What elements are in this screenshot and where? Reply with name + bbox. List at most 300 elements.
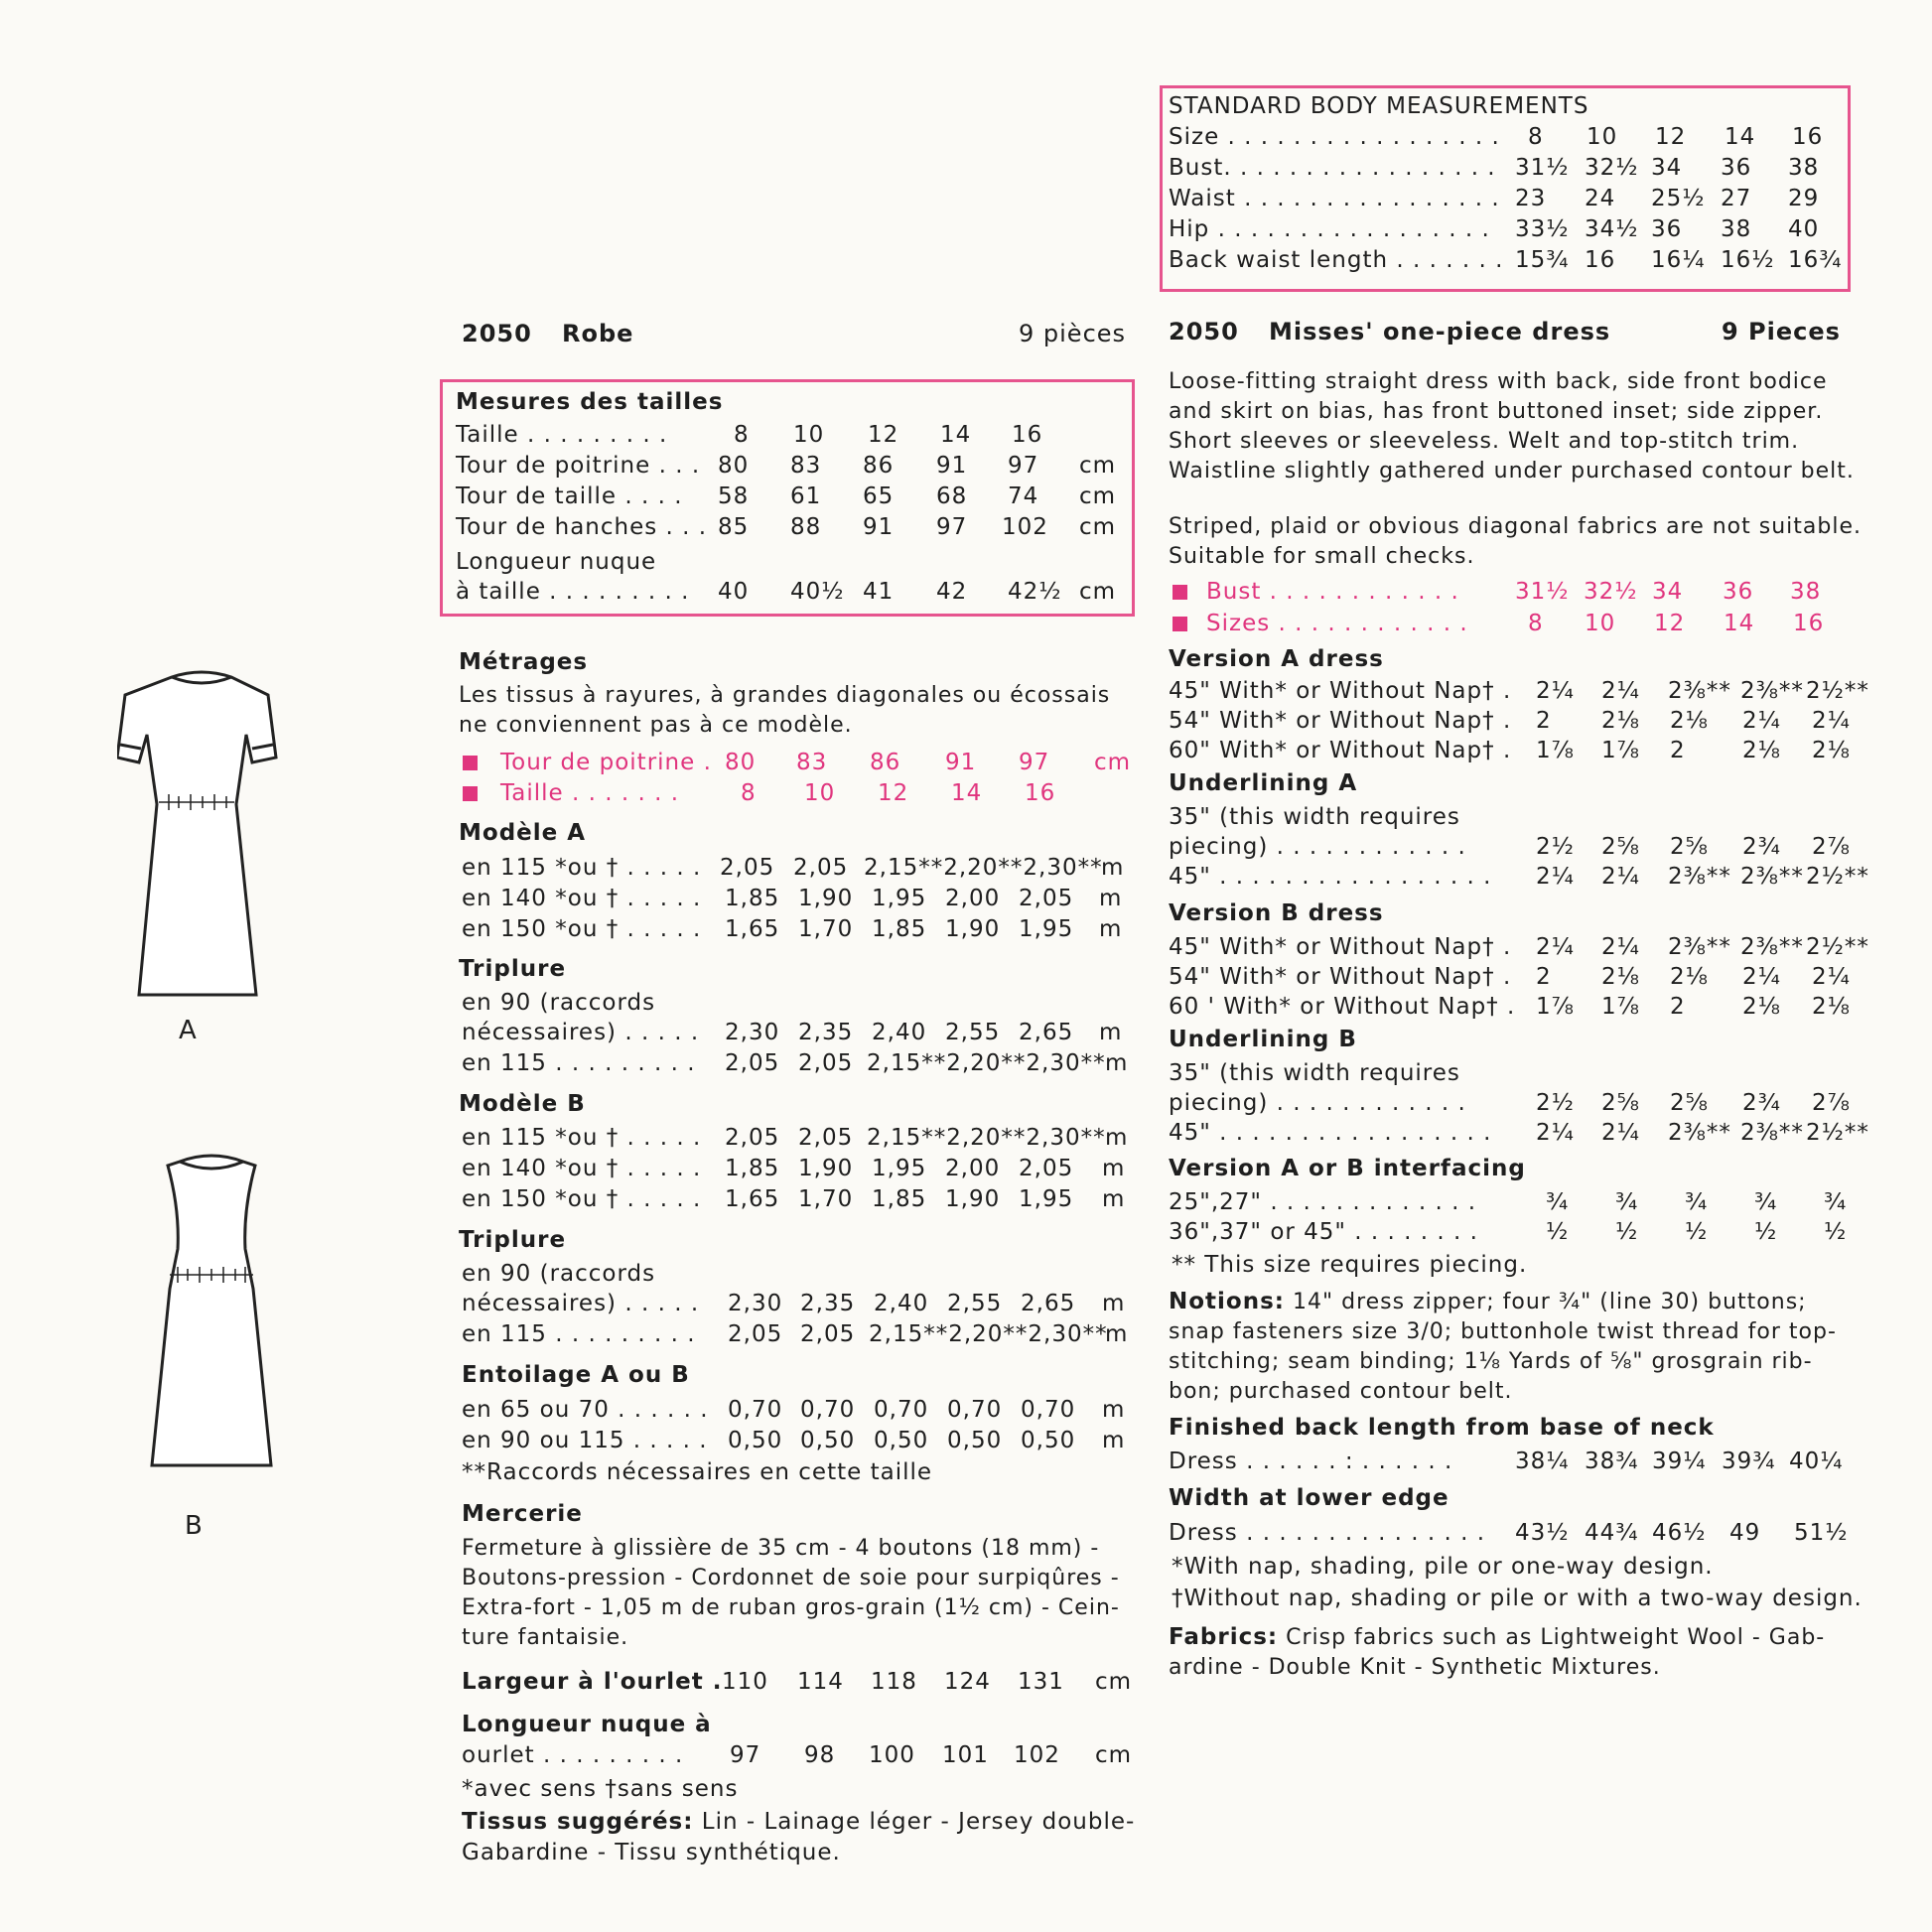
- row-value: 2,65: [1021, 1291, 1076, 1316]
- row-label: Taille . . . . . . . . .: [456, 422, 668, 448]
- row-label: en 150 *ou † . . . . .: [462, 1186, 702, 1212]
- row-value: 2,35: [800, 1291, 856, 1316]
- row-value: 2⅛: [1812, 994, 1851, 1020]
- std-value: 8: [1528, 124, 1544, 150]
- en-notions-label: Notions:: [1169, 1289, 1285, 1314]
- row-unit: cm: [1079, 483, 1117, 509]
- fr-mercerie-heading: Mercerie: [462, 1501, 583, 1527]
- row-value: 2,05: [1019, 886, 1074, 911]
- row-value: 0,50: [874, 1428, 929, 1453]
- row-value: 65: [863, 483, 895, 509]
- row-value: 1,90: [945, 1186, 1001, 1212]
- row-label: en 115 *ou † . . . . .: [462, 855, 702, 881]
- row-label: en 115 *ou † . . . . .: [462, 1125, 702, 1151]
- row-label: Taille . . . . . . .: [500, 780, 680, 806]
- row-value: 0,50: [1021, 1428, 1076, 1453]
- fr-metrages-heading: Métrages: [459, 649, 589, 675]
- row-value: 2,15**2,20**2,30**: [864, 855, 1103, 881]
- std-value: 27: [1721, 186, 1752, 211]
- row-value: 86: [863, 453, 895, 479]
- std-value: 15¾: [1515, 247, 1570, 273]
- row-value: 0,50: [800, 1428, 856, 1453]
- row-value: 91: [945, 750, 977, 775]
- en-version-b-heading: Version B dress: [1169, 900, 1384, 926]
- row-label: Dress . . . . . . : . . . . . .: [1169, 1449, 1453, 1474]
- row-value: 2⅝: [1601, 1090, 1640, 1116]
- row-value: 2: [1536, 708, 1552, 734]
- row-value: 16: [1025, 780, 1056, 806]
- row-value: 0,50: [947, 1428, 1003, 1453]
- row-value: 97: [1019, 750, 1050, 775]
- row-value: 1,65: [725, 1186, 780, 1212]
- row-label: 45" With* or Without Nap† .: [1169, 934, 1512, 960]
- row-value: 2½**: [1806, 1120, 1869, 1146]
- row-value: 1,65: [725, 916, 780, 942]
- row-value: 1⅞: [1601, 738, 1640, 763]
- std-value: 40: [1788, 216, 1820, 242]
- en-finished-heading: Finished back length from base of neck: [1169, 1415, 1715, 1441]
- row-value: 2⅜**: [1740, 864, 1804, 890]
- text-line: ture fantaisie.: [462, 1625, 629, 1650]
- row-value: 1,95: [1019, 1186, 1074, 1212]
- row-value: 86: [870, 750, 901, 775]
- row-value: 2,30: [728, 1291, 783, 1316]
- row-value: 2⅝: [1670, 834, 1709, 860]
- en-version-a-heading: Version A dress: [1169, 646, 1384, 672]
- std-value: 12: [1655, 124, 1687, 150]
- fr-raccords-note: **Raccords nécessaires en cette taille: [462, 1459, 933, 1485]
- row-label: piecing) . . . . . . . . . . . .: [1169, 834, 1466, 860]
- row-value: 40¼: [1789, 1449, 1844, 1474]
- row-value: 36: [1723, 579, 1754, 605]
- row-label: 54" With* or Without Nap† .: [1169, 708, 1512, 734]
- row-value: 98: [804, 1742, 836, 1768]
- row-unit: m: [1102, 1428, 1126, 1453]
- row-value: 8: [741, 780, 757, 806]
- row-value: 14: [951, 780, 983, 806]
- row-value: 1,90: [945, 916, 1001, 942]
- row-value: 2¼: [1536, 678, 1575, 704]
- text-line: Les tissus à rayures, à grandes diagonales ou écossais: [459, 683, 1111, 708]
- text-line: ne conviennent pas à ce modèle.: [459, 713, 853, 738]
- row-value: 2,15**2,20**2,30**: [867, 1125, 1106, 1151]
- fr-metrages-text: [459, 681, 1110, 741]
- fr-modele-b-heading: Modèle B: [459, 1091, 586, 1117]
- row-label: en 65 ou 70 . . . . . .: [462, 1397, 709, 1423]
- row-unit: m: [1105, 1050, 1129, 1076]
- row-value: 83: [796, 750, 828, 775]
- row-value: 2¾: [1742, 1090, 1781, 1116]
- row-value: 2⅛: [1670, 964, 1709, 990]
- row-value: ¾: [1824, 1189, 1848, 1215]
- dress-a-illustration: [117, 665, 286, 1003]
- row-value: 2,05: [800, 1321, 856, 1347]
- fr-entoilage-heading: Entoilage A ou B: [462, 1362, 690, 1388]
- row-label: 36",37" or 45" . . . . . . . .: [1169, 1219, 1478, 1245]
- row-value: ½: [1615, 1219, 1639, 1245]
- text-line: and skirt on bias, has front buttoned inset; side zipper.: [1169, 399, 1824, 424]
- fr-mercerie-text: [462, 1534, 1120, 1653]
- row-label: Tour de poitrine . . .: [456, 453, 701, 479]
- en-suitability: [1169, 512, 1862, 572]
- std-label: Hip . . . . . . . . . . . . . . . . .: [1169, 216, 1490, 242]
- row-value: 0,70: [947, 1397, 1003, 1423]
- row-value: 2½: [1536, 1090, 1575, 1116]
- row-label: Dress . . . . . . . . . . . . . . .: [1169, 1520, 1486, 1546]
- row-unit: cm: [1094, 750, 1132, 775]
- row-value: ½: [1685, 1219, 1709, 1245]
- row-value: 110: [722, 1669, 768, 1695]
- row-label: en 140 *ou † . . . . .: [462, 886, 702, 911]
- row-value: 131: [1018, 1669, 1064, 1695]
- row-unit: cm: [1079, 579, 1117, 605]
- row-value: 2⅝: [1601, 834, 1640, 860]
- row-value: 2¼: [1812, 964, 1851, 990]
- row-label: en 140 *ou † . . . . .: [462, 1156, 702, 1181]
- row-value: 2,05: [725, 1050, 780, 1076]
- row-label: en 115 . . . . . . . . .: [462, 1321, 696, 1347]
- fr-pattern-title: Robe: [562, 320, 634, 347]
- row-value: 42: [936, 579, 968, 605]
- row-label: 25",27" . . . . . . . . . . . . .: [1169, 1189, 1477, 1215]
- std-value: 38: [1721, 216, 1752, 242]
- std-value: 16¼: [1651, 247, 1706, 273]
- row-label: en 150 *ou † . . . . .: [462, 916, 702, 942]
- row-label: nécessaires) . . . . .: [462, 1291, 700, 1316]
- fr-tissus-text-2: Gabardine - Tissu synthétique.: [462, 1840, 841, 1865]
- text-line: stitching; seam binding; 1⅛ Yards of ⅝" grosgrain rib-: [1169, 1349, 1813, 1374]
- row-value: 2⅜**: [1740, 1120, 1804, 1146]
- row-value: 58: [718, 483, 750, 509]
- row-value: 2⅛: [1742, 738, 1781, 763]
- std-value: 31½: [1515, 155, 1570, 181]
- en-underlining-b-heading: Underlining B: [1169, 1027, 1357, 1052]
- std-value: 10: [1587, 124, 1618, 150]
- row-value: 1,85: [725, 1156, 780, 1181]
- en-fabrics: [1169, 1622, 1825, 1683]
- row-value: 2,05: [720, 855, 775, 881]
- row-value: 8: [734, 422, 750, 448]
- row-value: 2,30: [725, 1020, 780, 1045]
- row-value: 38¼: [1515, 1449, 1570, 1474]
- dress-a-label: A: [179, 1016, 198, 1045]
- row-value: 1,95: [872, 1156, 927, 1181]
- row-value: 40½: [790, 579, 845, 605]
- row-value: ¾: [1546, 1189, 1570, 1215]
- fr-pattern-number: 2050: [462, 320, 532, 347]
- row-value: 38: [1790, 579, 1822, 605]
- std-value: 16½: [1721, 247, 1775, 273]
- row-label: 45" . . . . . . . . . . . . . . . . .: [1169, 864, 1492, 890]
- row-value: 118: [871, 1669, 917, 1695]
- fr-mes-long-label: Longueur nuque: [456, 549, 657, 575]
- row-value: 2⅜**: [1668, 864, 1731, 890]
- row-value: 0,50: [728, 1428, 783, 1453]
- row-value: 39¾: [1722, 1449, 1776, 1474]
- row-value: 2,40: [874, 1291, 929, 1316]
- fr-triplure-a-heading: Triplure: [459, 956, 567, 982]
- row-value: 2⅜**: [1668, 934, 1731, 960]
- std-value: 36: [1721, 155, 1752, 181]
- fr-triplure-b-heading: Triplure: [459, 1227, 567, 1253]
- text-line: Fermeture à glissière de 35 cm - 4 boutons (18 mm) -: [462, 1536, 1100, 1561]
- row-value: 91: [936, 453, 968, 479]
- text-line: Loose-fitting straight dress with back, side front bodice: [1169, 369, 1828, 394]
- row-value: 14: [940, 422, 972, 448]
- row-value: 80: [718, 453, 750, 479]
- row-unit: cm: [1079, 514, 1117, 540]
- fr-tissus-text: Lin - Lainage léger - Jersey double-: [693, 1809, 1136, 1835]
- row-value: 49: [1729, 1520, 1761, 1546]
- std-value: 34: [1651, 155, 1683, 181]
- std-value: 16¾: [1788, 247, 1843, 273]
- row-unit: cm: [1095, 1669, 1133, 1695]
- row-value: 100: [869, 1742, 915, 1768]
- fr-triplure-b-line: en 90 (raccords: [462, 1261, 656, 1287]
- row-value: 32½: [1584, 579, 1638, 605]
- row-value: 1,90: [798, 1156, 854, 1181]
- row-value: 8: [1528, 611, 1544, 636]
- fr-measurements-title: Mesures des tailles: [456, 389, 724, 415]
- row-value: 2⅛: [1670, 708, 1709, 734]
- fr-triplure-a-line: en 90 (raccords: [462, 990, 656, 1016]
- en-pattern-title: Misses' one-piece dress: [1269, 318, 1611, 345]
- row-value: 16: [1793, 611, 1825, 636]
- row-value: 42½: [1008, 579, 1062, 605]
- row-value: 0,70: [728, 1397, 783, 1423]
- row-unit: cm: [1079, 453, 1117, 479]
- row-value: 1,85: [872, 1186, 927, 1212]
- row-value: 2½: [1536, 834, 1575, 860]
- row-value: 2: [1670, 994, 1686, 1020]
- row-value: 2⅜**: [1740, 678, 1804, 704]
- en-notions: [1169, 1287, 1837, 1407]
- row-value: 2¼: [1536, 1120, 1575, 1146]
- row-label: 60 ' With* or Without Nap† .: [1169, 994, 1516, 1020]
- row-value: 124: [944, 1669, 991, 1695]
- row-value: 44¾: [1585, 1520, 1639, 1546]
- row-value: 2⅜**: [1668, 1120, 1731, 1146]
- row-unit: m: [1102, 1397, 1126, 1423]
- en-width-heading: Width at lower edge: [1169, 1485, 1449, 1511]
- row-label: 45" . . . . . . . . . . . . . . . . .: [1169, 1120, 1492, 1146]
- row-value: 83: [790, 453, 822, 479]
- row-value: 1,70: [798, 1186, 854, 1212]
- row-label: ourlet . . . . . . . . .: [462, 1742, 684, 1768]
- row-value: 41: [863, 579, 895, 605]
- row-value: 40: [718, 579, 750, 605]
- row-value: ¾: [1615, 1189, 1639, 1215]
- row-value: 74: [1008, 483, 1039, 509]
- std-label: Size . . . . . . . . . . . . . . . . .: [1169, 124, 1500, 150]
- row-value: 2⅛: [1812, 738, 1851, 763]
- row-value: 2⅜**: [1740, 934, 1804, 960]
- row-value: 61: [790, 483, 822, 509]
- row-label: en 90 ou 115 . . . . .: [462, 1428, 708, 1453]
- fr-sens-note: *avec sens †sans sens: [462, 1776, 739, 1802]
- row-value: 2⅛: [1601, 708, 1640, 734]
- row-value: ½: [1546, 1219, 1570, 1245]
- row-value: ½: [1824, 1219, 1848, 1245]
- row-value: ½: [1754, 1219, 1778, 1245]
- row-value: ¾: [1754, 1189, 1778, 1215]
- row-label: piecing) . . . . . . . . . . . .: [1169, 1090, 1466, 1116]
- row-unit: m: [1099, 1020, 1123, 1045]
- std-value: 16: [1792, 124, 1824, 150]
- std-value: 38: [1788, 155, 1820, 181]
- en-notions-text: 14" dress zipper; four ¾" (line 30) buttons;: [1285, 1290, 1807, 1314]
- std-value: 14: [1725, 124, 1756, 150]
- fr-longueur-heading: Longueur nuque à: [462, 1712, 712, 1737]
- row-value: 2½**: [1806, 678, 1869, 704]
- row-value: 102: [1002, 514, 1048, 540]
- en-piecing-note: ** This size requires piecing.: [1172, 1252, 1528, 1278]
- fr-pieces: 9 pièces: [1019, 320, 1127, 347]
- row-value: 2⅞: [1812, 1090, 1851, 1116]
- row-label: Bust . . . . . . . . . . . .: [1206, 579, 1459, 605]
- row-value: ¾: [1685, 1189, 1709, 1215]
- row-value: 10: [804, 780, 836, 806]
- text-line: [1169, 1287, 1837, 1317]
- fr-modele-a-heading: Modèle A: [459, 820, 587, 846]
- en-underlining-b-line: 35" (this width requires: [1169, 1060, 1460, 1086]
- row-value: 97: [1008, 453, 1039, 479]
- pink-square-icon: [1173, 617, 1187, 631]
- std-value: 36: [1651, 216, 1683, 242]
- row-label: Tour de taille . . . .: [456, 483, 683, 509]
- row-value: 114: [797, 1669, 844, 1695]
- row-unit: m: [1102, 1186, 1126, 1212]
- row-value: 2⅞: [1812, 834, 1851, 860]
- row-label: Tour de poitrine .: [500, 750, 712, 775]
- row-value: 1⅞: [1601, 994, 1640, 1020]
- row-label: 54" With* or Without Nap† .: [1169, 964, 1512, 990]
- row-label: en 115 . . . . . . . . .: [462, 1050, 696, 1076]
- row-label: Tour de hanches . . .: [456, 514, 708, 540]
- row-value: 91: [863, 514, 895, 540]
- row-value: 2⅝: [1670, 1090, 1709, 1116]
- row-value: 101: [942, 1742, 989, 1768]
- row-label: à taille . . . . . . . . .: [456, 579, 690, 605]
- row-value: 2¾: [1742, 834, 1781, 860]
- std-value: 33½: [1515, 216, 1570, 242]
- row-value: 2,15**2,20**2,30**: [867, 1050, 1106, 1076]
- row-value: 2,05: [793, 855, 849, 881]
- row-value: 0,70: [800, 1397, 856, 1423]
- row-label: Sizes . . . . . . . . . . . .: [1206, 611, 1468, 636]
- row-value: 2,15**2,20**2,30**: [869, 1321, 1108, 1347]
- en-interfacing-heading: Version A or B interfacing: [1169, 1156, 1526, 1181]
- row-value: 102: [1014, 1742, 1060, 1768]
- row-value: 2,05: [725, 1125, 780, 1151]
- pink-square-icon: [1173, 585, 1187, 600]
- row-value: 88: [790, 514, 822, 540]
- text-line: Striped, plaid or obvious diagonal fabrics are not suitable.: [1169, 514, 1862, 539]
- row-value: 2,05: [1019, 1156, 1074, 1181]
- std-value: 29: [1788, 186, 1820, 211]
- en-fabrics-text: Crisp fabrics such as Lightweight Wool - Gab-: [1278, 1625, 1826, 1650]
- row-value: 31½: [1515, 579, 1570, 605]
- row-value: 2,35: [798, 1020, 854, 1045]
- row-label: nécessaires) . . . . .: [462, 1020, 700, 1045]
- row-value: 51½: [1794, 1520, 1849, 1546]
- row-value: 2½**: [1806, 934, 1869, 960]
- row-value: 12: [878, 780, 909, 806]
- en-pattern-number: 2050: [1169, 318, 1239, 345]
- std-value: 16: [1585, 247, 1616, 273]
- row-value: 68: [936, 483, 968, 509]
- row-unit: m: [1105, 1321, 1129, 1347]
- row-value: 2¼: [1812, 708, 1851, 734]
- row-value: 2¼: [1536, 864, 1575, 890]
- row-value: 2⅛: [1601, 964, 1640, 990]
- row-value: 0,70: [874, 1397, 929, 1423]
- row-label: 45" With* or Without Nap† .: [1169, 678, 1512, 704]
- row-value: 46½: [1652, 1520, 1707, 1546]
- row-value: 2: [1670, 738, 1686, 763]
- row-unit: m: [1099, 886, 1123, 911]
- row-value: 2,05: [798, 1050, 854, 1076]
- row-value: 2,05: [798, 1125, 854, 1151]
- row-value: 2,40: [872, 1020, 927, 1045]
- row-unit: cm: [1095, 1742, 1133, 1768]
- en-nap-note-1: *With nap, shading, pile or one-way design.: [1172, 1554, 1714, 1580]
- row-value: 2¼: [1601, 864, 1640, 890]
- row-value: 2,65: [1019, 1020, 1074, 1045]
- row-value: 2¼: [1601, 678, 1640, 704]
- std-value: 23: [1515, 186, 1547, 211]
- row-value: 1,95: [872, 886, 927, 911]
- pink-square-icon: [463, 756, 478, 770]
- row-value: 14: [1724, 611, 1755, 636]
- row-value: 97: [936, 514, 968, 540]
- row-value: 1⅞: [1536, 994, 1575, 1020]
- text-line: snap fasteners size 3/0; buttonhole twist thread for top-: [1169, 1319, 1837, 1344]
- row-label: 60" With* or Without Nap† .: [1169, 738, 1512, 763]
- row-value: 0,70: [1021, 1397, 1076, 1423]
- row-value: 2⅛: [1742, 994, 1781, 1020]
- row-value: 2¼: [1742, 708, 1781, 734]
- row-value: 2,05: [728, 1321, 783, 1347]
- row-unit: m: [1102, 1156, 1126, 1181]
- row-label: Largeur à l'ourlet .: [462, 1669, 723, 1695]
- row-value: 97: [730, 1742, 761, 1768]
- std-value: 32½: [1585, 155, 1639, 181]
- row-value: 39¼: [1652, 1449, 1707, 1474]
- en-fabrics-label: Fabrics:: [1169, 1624, 1279, 1650]
- std-value: 34½: [1585, 216, 1639, 242]
- row-value: 2: [1536, 964, 1552, 990]
- dress-b-illustration: [142, 1150, 281, 1472]
- en-underlining-a-line: 35" (this width requires: [1169, 804, 1460, 830]
- row-value: 1,95: [1019, 916, 1074, 942]
- std-label: Bust. . . . . . . . . . . . . . . . .: [1169, 155, 1496, 181]
- fr-tissus: [462, 1809, 1135, 1835]
- text-line: Short sleeves or sleeveless. Welt and top-stitch trim.: [1169, 429, 1800, 454]
- row-value: 85: [718, 514, 750, 540]
- row-value: 38¾: [1585, 1449, 1639, 1474]
- row-value: 2,55: [947, 1291, 1003, 1316]
- row-unit: m: [1099, 916, 1123, 942]
- row-value: 12: [868, 422, 899, 448]
- text-line: Suitable for small checks.: [1169, 544, 1475, 569]
- text-line: Waistline slightly gathered under purchased contour belt.: [1169, 459, 1855, 483]
- pink-square-icon: [463, 786, 478, 801]
- text-line: bon; purchased contour belt.: [1169, 1379, 1513, 1404]
- row-value: 2¼: [1601, 1120, 1640, 1146]
- row-value: 2½**: [1806, 864, 1869, 890]
- en-underlining-a-heading: Underlining A: [1169, 770, 1358, 796]
